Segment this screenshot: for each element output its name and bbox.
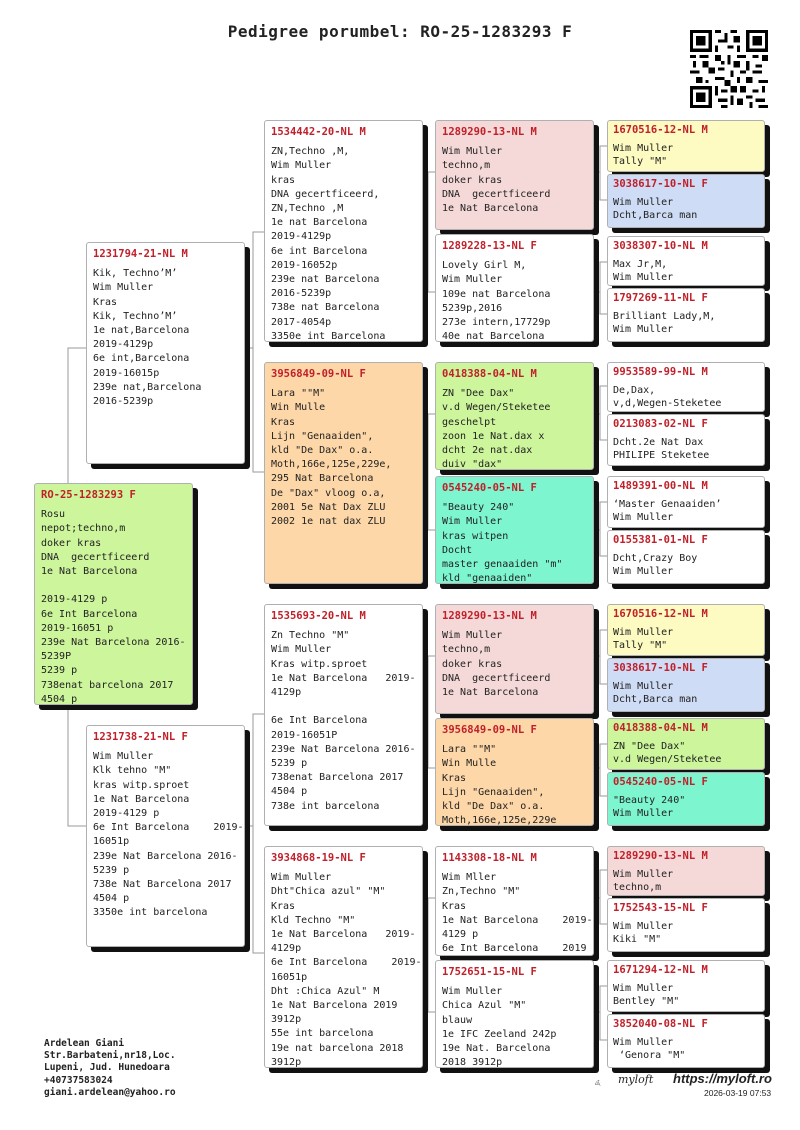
pigeon-details: Dcht,Crazy Boy Wim Muller xyxy=(613,552,698,578)
ring-number: 1231794-21-NL M xyxy=(93,248,188,260)
owner-name: Ardelean Giani xyxy=(44,1038,125,1049)
pigeon-details: Wim Mller Zn,Techno "M" Kras 1e Nat Barcelona 2019- 4129 p 6e Int Barcelona 2019 xyxy=(442,872,593,955)
pigeon-details: Wim Muller Dcht,Barca man xyxy=(613,196,698,222)
ring-number: 1670516-12-NL M xyxy=(613,124,708,136)
ring-number: 3038617-10-NL F xyxy=(613,662,708,674)
pigeon-details: Wim Muller Dcht,Barca man xyxy=(613,680,698,706)
owner-phone: +40737583024 xyxy=(44,1074,113,1086)
pigeon-details: Wim Muller Chica Azul "M" blauw 1e IFC Zeeland 242p 19e Nat. Barcelona 2018 3912p xyxy=(442,986,557,1068)
pigeon-details: "Beauty 240" Wim Muller xyxy=(613,794,686,820)
ring-number: 1289228-13-NL F xyxy=(442,240,537,252)
ring-number: 1289290-13-NL M xyxy=(613,850,708,862)
pigeon-details: "Beauty 240" Wim Muller kras witpen Docht master genaaiden "m" kld "genaaiden" xyxy=(442,502,563,584)
generated-date: 2026-03-19 07:53 xyxy=(704,1088,772,1098)
pigeon-details: Dcht.2e Nat Dax PHILIPE Steketee xyxy=(613,436,710,462)
pigeon-card-dssd xyxy=(607,658,765,712)
ring-number: 1289290-13-NL M xyxy=(442,610,537,622)
pigeon-card-dsdd xyxy=(607,772,765,826)
pigeon-details: Brilliant Lady,M, Wim Muller xyxy=(613,310,716,336)
logo-text: myloft xyxy=(618,1073,654,1086)
pigeon-card-dsd xyxy=(435,718,594,826)
pigeon-card-dddd xyxy=(607,1014,765,1068)
owner-info xyxy=(44,1038,176,1099)
pigeon-card-sdds xyxy=(607,476,765,528)
ring-number: 1143308-18-NL M xyxy=(442,852,537,864)
pigeon-card-sdsd xyxy=(607,414,765,466)
pigeon-card-main xyxy=(34,483,193,705)
pigeon-details: Wim Muller Tally "M" xyxy=(613,626,674,652)
ring-number: 0418388-04-NL M xyxy=(613,722,708,734)
pigeon-details: Wim Muller techno,m xyxy=(613,868,674,894)
pigeon-card-dds xyxy=(435,846,594,956)
pigeon-details: De,Dax, v,d,Wegen-Steketee xyxy=(613,384,722,410)
ring-number: 3038617-10-NL F xyxy=(613,178,708,190)
pigeon-details: Wim Muller Tally "M" xyxy=(613,142,674,168)
pigeon-card-ssss xyxy=(607,120,765,172)
website-link[interactable]: https://myloft.ro xyxy=(673,1071,772,1086)
pigeon-details: Lovely Girl M, Wim Muller 109e nat Barcelona 5239p,2016 273e intern,17729p 40e nat Barcelona xyxy=(442,260,551,342)
ring-number: 0545240-05-NL F xyxy=(442,482,537,494)
pigeon-card-ddd xyxy=(435,960,594,1068)
pigeon-card-dss xyxy=(435,604,594,714)
pigeon-details: ZN,Techno ,M, Wim Muller kras DNA gecertficeerd, ZN,Techno ,M 1e nat Barcelona 2019-4129p 6e int Barcelona 2019-16052p 239e nat Barcelona 2016-5239p 738e nat Barcelona 2017-4054p 3350e int Barcelona xyxy=(271,146,386,342)
pigeon-details: Wim Muller Kiki "M" xyxy=(613,920,674,946)
pigeon-details: Rosu nepot;techno,m doker kras DNA gecertficeerd 1e Nat Barcelona 2019-4129 p 6e Int Barcelona 2019-16051 p 239e Nat Barcelona 2016- 5239P 5239 p 738enat barcelona 2017 4504 p xyxy=(41,509,186,705)
pigeon-card-sire xyxy=(86,242,245,464)
pigeon-details: Kik, Techno’M’ Wim Muller Kras Kik, Techno’M’ 1e nat,Barcelona 2019-4129p 6e int,Barcelona 2019-16015p 239e nat,Barcelona 2016-5239p xyxy=(93,268,202,408)
pigeon-card-dam-sire xyxy=(264,604,423,826)
pigeon-card-sdss xyxy=(607,362,765,412)
pigeon-card-dam xyxy=(86,725,245,947)
ring-number: 0418388-04-NL M xyxy=(442,368,537,380)
pigeon-details: Max Jr,M, Wim Muller xyxy=(613,258,674,284)
pigeon-details: Wim Muller ‘Genora "M" xyxy=(613,1036,686,1062)
pigeon-details: ZN "Dee Dax" v.d Wegen/Steketee xyxy=(613,740,722,766)
ring-number: 1752543-15-NL F xyxy=(613,902,708,914)
pigeon-card-dsds xyxy=(607,718,765,770)
pigeon-card-sire-sire xyxy=(264,120,423,342)
page-title: Pedigree porumbel: RO-25-1283293 F xyxy=(227,22,573,41)
pigeon-card-ssds xyxy=(607,236,765,286)
ring-number: 3038307-10-NL M xyxy=(613,240,708,252)
pigeon-logo-icon xyxy=(594,1070,618,1096)
pigeon-card-sss xyxy=(435,120,594,230)
pigeon-card-dsss xyxy=(607,604,765,656)
ring-number: 1231738-21-NL F xyxy=(93,731,188,743)
pigeon-details: Lara ""M" Win Mulle Kras Lijn "Genaaiden", kld "De Dax" o.a. Moth,166e,125e,229e xyxy=(442,744,557,826)
pigeon-card-sire-dam xyxy=(264,362,423,584)
pigeon-details: Wim Muller techno,m doker kras DNA gecertficeerd 1e Nat Barcelona xyxy=(442,630,551,699)
ring-number: 1671294-12-NL M xyxy=(613,964,708,976)
pigeon-details: ‘Master Genaaiden’ Wim Muller xyxy=(613,498,722,524)
ring-number: 3956849-09-NL F xyxy=(271,368,366,380)
pigeon-details: Wim Muller Dht"Chica azul" "M" Kras Kld Techno "M" 1e Nat Barcelona 2019- 4129p 6e Int Barcelona 2019- 16051p Dht :Chica Azul" M 1e Nat Barcelona 2019 3912p 55e int barcelona 19e nat barcelona 2018 3912p xyxy=(271,872,422,1068)
ring-number: 3852040-08-NL F xyxy=(613,1018,708,1030)
ring-number: 1534442-20-NL M xyxy=(271,126,366,138)
ring-number: 1752651-15-NL F xyxy=(442,966,537,978)
pigeon-card-dam-dam xyxy=(264,846,423,1068)
pigeon-card-ddsd xyxy=(607,898,765,952)
ring-number: 1670516-12-NL M xyxy=(613,608,708,620)
pigeon-card-ddss xyxy=(607,846,765,896)
pigeon-details: ZN "Dee Dax" v.d Wegen/Steketee geschelpt zoon 1e Nat.dax x dcht 2e nat.dax duiv "dax" xyxy=(442,388,551,470)
ring-number: 1535693-20-NL M xyxy=(271,610,366,622)
pigeon-card-sds xyxy=(435,362,594,470)
ring-number: 3934868-19-NL F xyxy=(271,852,366,864)
owner-address-line1: Str.Barbateni,nr18,Loc. xyxy=(44,1050,176,1062)
ring-number: 0545240-05-NL F xyxy=(613,776,708,788)
ring-number: 1289290-13-NL M xyxy=(442,126,537,138)
pigeon-details: Zn Techno "M" Wim Muller Kras witp.sproet 1e Nat Barcelona 2019- 4129p 6e Int Barcelona 2019-16051P 239e Nat Barcelona 2016- 5239 p 738enat Barcelona 2017 4504 p 738e int barcelona xyxy=(271,630,416,812)
owner-address-line2: Lupeni, Jud. Hunedoara xyxy=(44,1062,170,1074)
ring-number: 1797269-11-NL F xyxy=(613,292,708,304)
ring-number: 9953589-99-NL M xyxy=(613,366,708,378)
ring-number: 1489391-00-NL M xyxy=(613,480,708,492)
pigeon-card-sddd xyxy=(607,530,765,584)
pigeon-card-sssd xyxy=(607,174,765,228)
pigeon-details: Wim Muller Bentley "M" xyxy=(613,982,680,1008)
ring-number: RO-25-1283293 F xyxy=(41,489,136,501)
pigeon-details: Lara ""M" Win Mulle Kras Lijn "Genaaiden", kld "De Dax" o.a. Moth,166e,125e,229e, 295 Nat Barcelona De "Dax" vloog o.a, 2001 5e Nat Dax ZLU 2002 1e nat dax ZLU xyxy=(271,388,392,528)
pigeon-card-ddds xyxy=(607,960,765,1012)
ring-number: 0213083-02-NL F xyxy=(613,418,708,430)
pigeon-card-sdd xyxy=(435,476,594,584)
pigeon-details: Wim Muller Klk tehno "M" kras witp.sproet 1e Nat Barcelona 2019-4129 p 6e Int Barcelona 2019- 16051p 239e Nat Barcelona 2016- 5239 p 738e Nat Barcelona 2017 4504 p 3350e int barcelona xyxy=(93,751,244,919)
ring-number: 3956849-09-NL F xyxy=(442,724,537,736)
pigeon-details: Wim Muller techno,m doker kras DNA gecertficeerd 1e Nat Barcelona xyxy=(442,146,551,215)
pigeon-card-ssdd xyxy=(607,288,765,342)
ring-number: 0155381-01-NL F xyxy=(613,534,708,546)
owner-email: giani.ardelean@yahoo.ro xyxy=(44,1086,176,1098)
pigeon-card-ssd xyxy=(435,234,594,342)
